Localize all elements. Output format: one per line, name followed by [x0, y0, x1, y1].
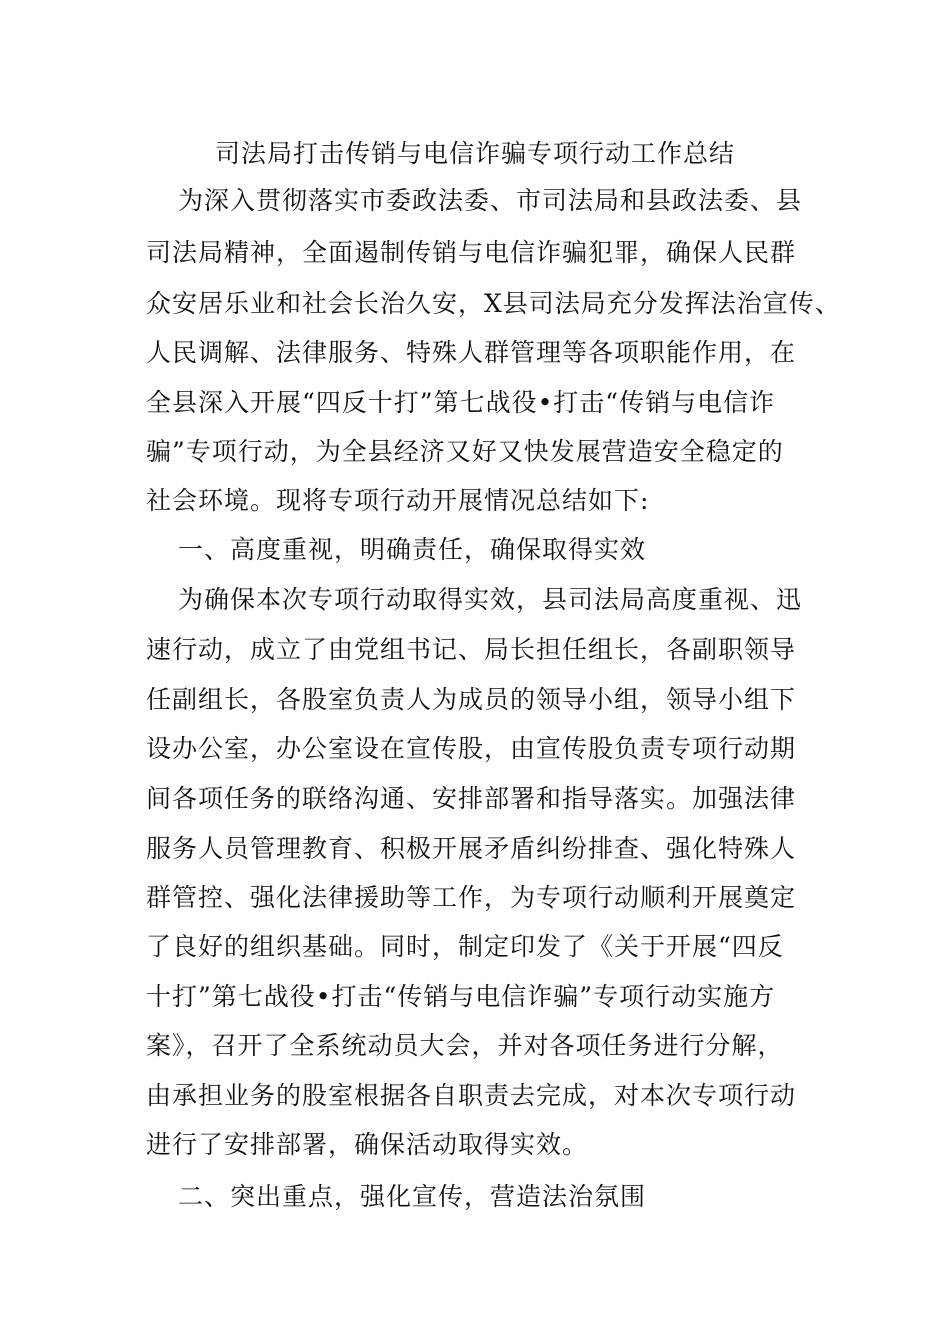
- paragraph-line: 了良好的组织基础。同时，制定印发了《关于开展“四反: [146, 932, 784, 961]
- paragraph-line: 间各项任务的联络沟通、安排部署和指导落实。加强法律: [146, 784, 797, 813]
- paragraph-line: 任副组长，各股室负责人为成员的领导小组，领导小组下: [146, 685, 797, 714]
- paragraph-line: 社会环境。现将专项行动开展情况总结如下:: [146, 486, 650, 515]
- paragraph-line: 司法局精神，全面遏制传销与电信诈骗犯罪，确保人民群: [146, 238, 797, 267]
- paragraph-line: 设办公室，办公室设在宣传股，由宣传股负责专项行动期: [146, 734, 797, 763]
- section-heading-1: 一、高度重视，明确责任，确保取得实效: [178, 535, 647, 564]
- paragraph-line: 为深入贯彻落实市委政法委、市司法局和县政法委、县: [178, 186, 803, 215]
- paragraph-line: 十打”第七战役•打击“传销与电信诈骗”专项行动实施方: [146, 982, 776, 1011]
- paragraph-line: 全县深入开展“四反十打”第七战役•打击“传销与电信诈: [146, 388, 776, 417]
- paragraph-line: 人民调解、法律服务、特殊人群管理等各项职能作用，在: [146, 338, 797, 367]
- paragraph-line: 为确保本次专项行动取得实效，县司法局高度重视、迅: [178, 585, 803, 614]
- paragraph-line: 骗”专项行动，为全县经济又好又快发展营造安全稳定的: [146, 437, 784, 466]
- paragraph-line: 进行了安排部署，确保活动取得实效。: [146, 1130, 589, 1159]
- paragraph-line: 速行动，成立了由党组书记、局长担任组长，各副职领导: [146, 635, 797, 664]
- paragraph-line: 群管控、强化法律援助等工作，为专项行动顺利开展奠定: [146, 883, 797, 912]
- section-heading-2: 二、突出重点，强化宣传，营造法治氛围: [178, 1182, 647, 1211]
- paragraph-line: 由承担业务的股室根据各自职责去完成，对本次专项行动: [146, 1081, 797, 1110]
- paragraph-line: 案》，召开了全系统动员大会，并对各项任务进行分解，: [146, 1031, 784, 1060]
- document-title: 司法局打击传销与电信诈骗专项行动工作总结: [214, 139, 735, 168]
- paragraph-line: 服务人员管理教育、积极开展矛盾纠纷排查、强化特殊人: [146, 834, 797, 863]
- paragraph-line: 众安居乐业和社会长治久安，X县司法局充分发挥法治宣传、: [146, 289, 841, 318]
